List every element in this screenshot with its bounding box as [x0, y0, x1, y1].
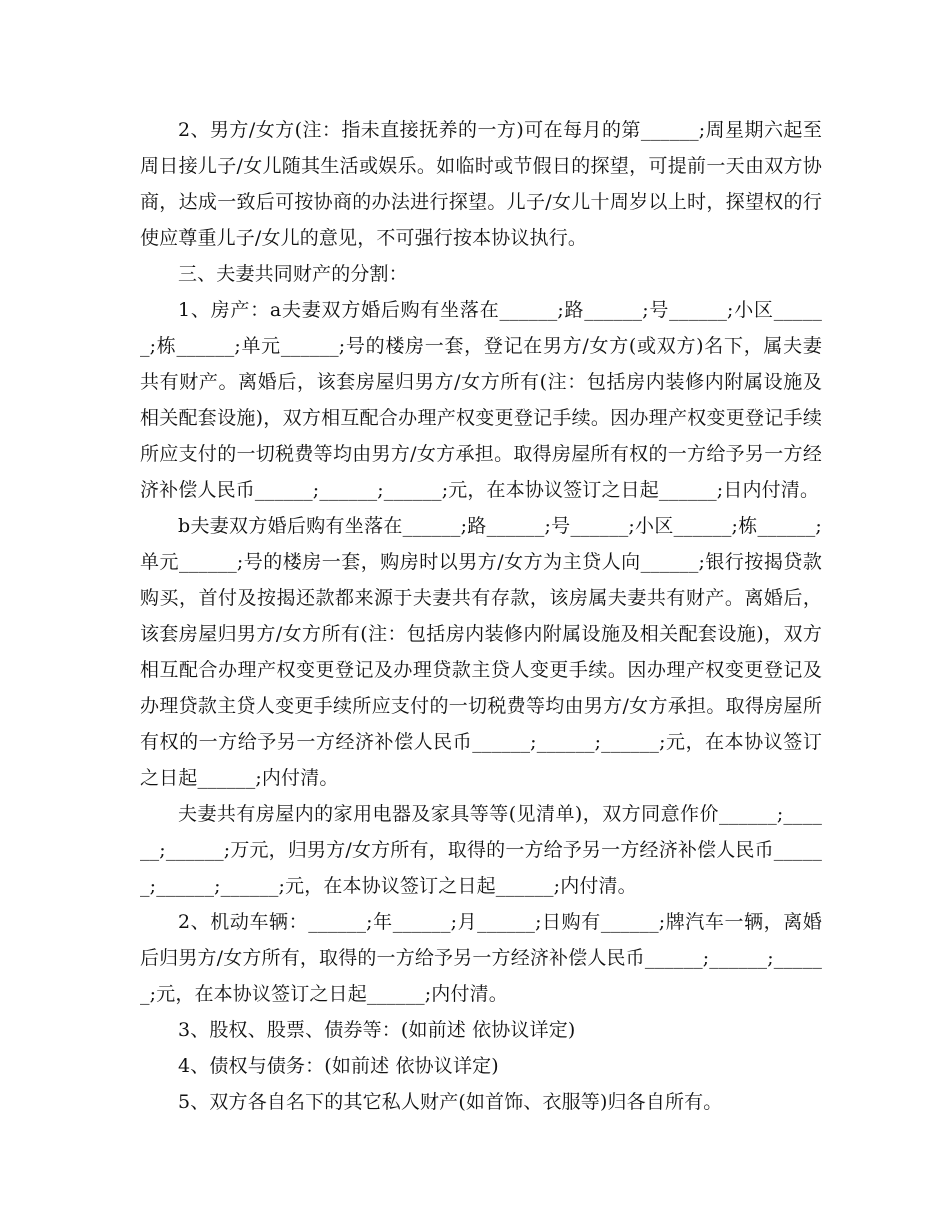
document-body	[140, 112, 822, 1120]
paragraph-visitation-rights: 2、男方/女方(注：指未直接抚养的一方)可在每月的第______;周星期六起至周日接儿子/女儿随其生活或娱乐。如临时或节假日的探望，可提前一天由双方协商，达成一致后可按协商的办法进行探望。儿子/女儿十周岁以上时，探望权的行使应尊重儿子/女儿的意见，不可强行按本协议执行。	[140, 119, 822, 249]
paragraph-personal-property: 5、双方各自名下的其它私人财产(如首饰、衣服等)归各自所有。	[178, 1091, 723, 1113]
paragraph-debts: 4、债权与债务：(如前述 依协议详定)	[178, 1055, 499, 1077]
paragraph-house-a: 1、房产：a夫妻双方婚后购有坐落在______;路______;号______;小区______;栋______;单元______;号的楼房一套，登记在男方/女方(或双方)名下，属夫妻共有财产。离婚后，该套房屋归男方/女方所有(注：包括房内装修内附属设施及相关配套设施)，双方相互配合办理产权变更登记手续。因办理产权变更登记手续所应支付的一切税费等均由男方/女方承担。取得房屋所有权的一方给予另一方经济补偿人民币______;______;______;元，在本协议签订之日起______;日内付清。	[140, 299, 822, 501]
paragraph-house-b: b夫妻双方婚后购有坐落在______;路______;号______;小区______;栋______;单元______;号的楼房一套，购房时以男方/女方为主贷人向______;银行按揭贷款购买，首付及按揭还款都来源于夫妻共有存款，该房属夫妻共有财产。离婚后，该套房屋归男方/女方所有(注：包括房内装修内附属设施及相关配套设施)，双方相互配合办理产权变更登记及办理贷款主贷人变更手续。因办理产权变更登记及办理贷款主贷人变更手续所应支付的一切税费等均由男方/女方承担。取得房屋所有权的一方给予另一方经济补偿人民币______;______;______;元，在本协议签订之日起______;内付清。	[140, 515, 822, 789]
paragraph-stocks-bonds: 3、股权、股票、债券等：(如前述 依协议详定)	[178, 1019, 576, 1041]
paragraph-furniture-appliances: 夫妻共有房屋内的家用电器及家具等等(见清单)，双方同意作价______;______;______;万元，归男方/女方所有，取得的一方给予另一方经济补偿人民币______;______;______;元，在本协议签订之日起______;内付清。	[140, 803, 822, 897]
section-heading-property-division: 三、夫妻共同财产的分割：	[178, 263, 408, 285]
paragraph-motor-vehicle: 2、机动车辆：______;年______;月______;日购有______;牌汽车一辆，离婚后归男方/女方所有，取得的一方给予另一方经济补偿人民币______;______;______;元，在本协议签订之日起______;内付清。	[140, 911, 822, 1005]
